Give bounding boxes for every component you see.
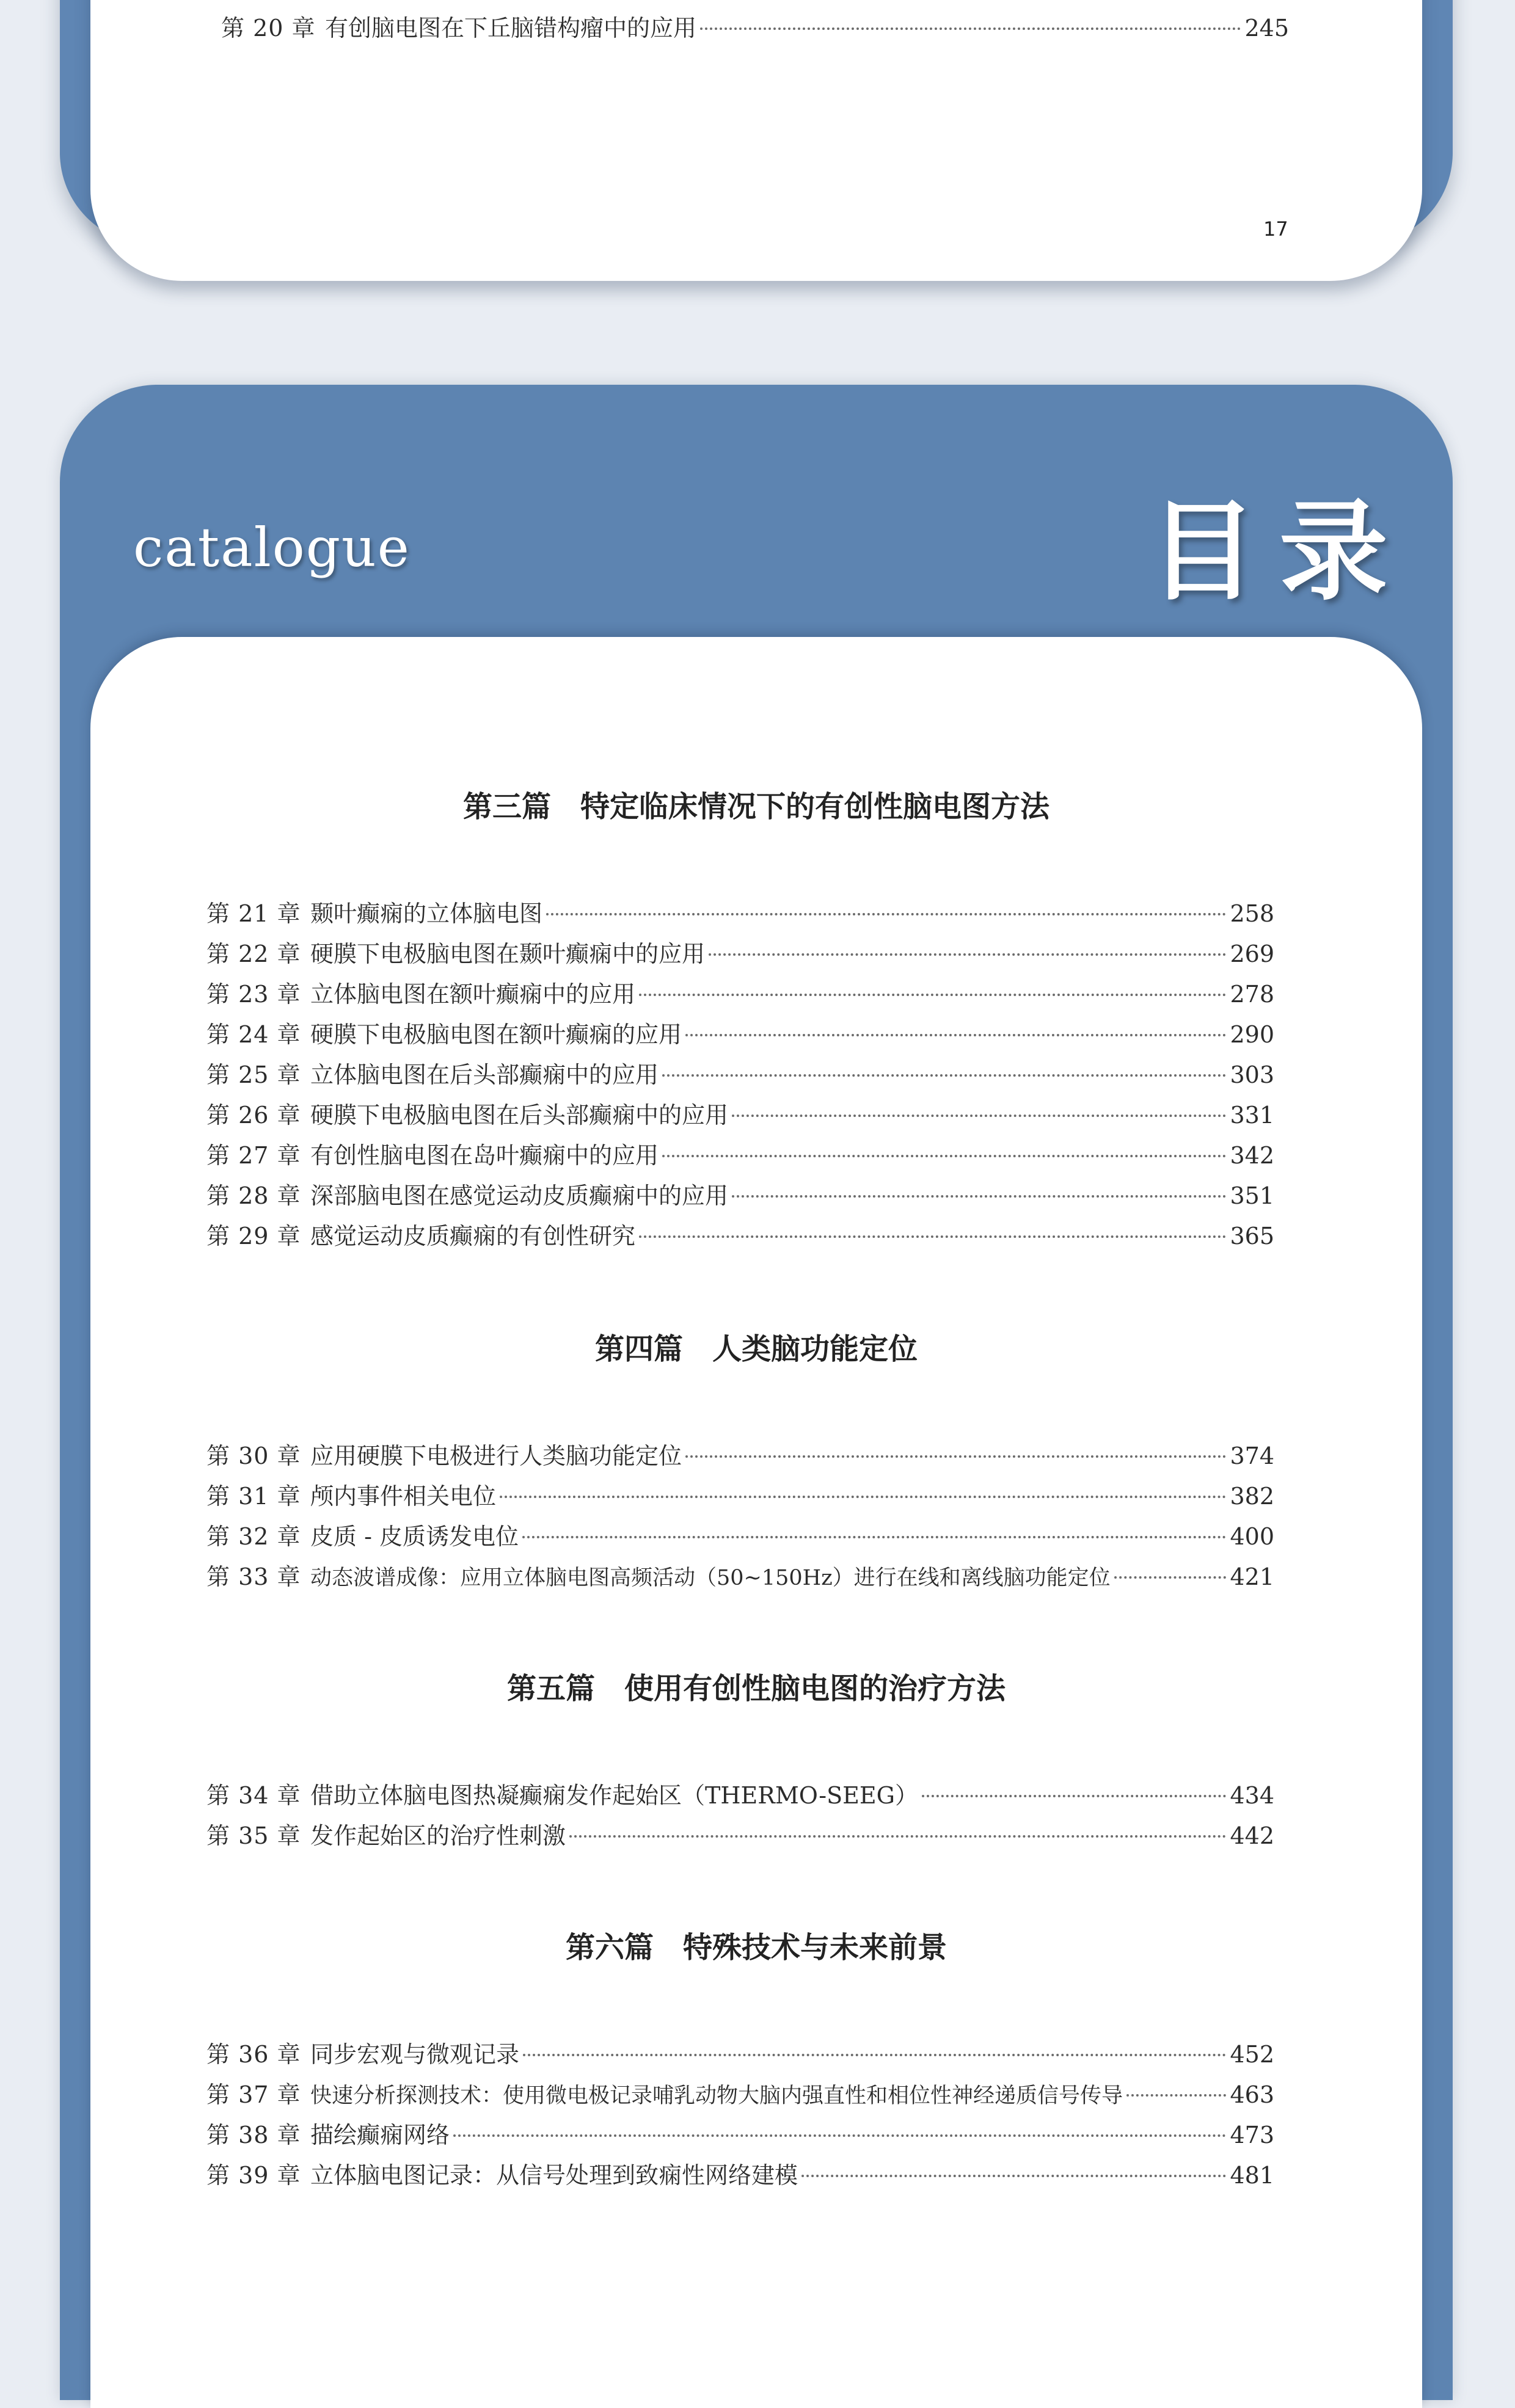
page-number: 473 <box>1230 2122 1274 2148</box>
chapter-title: 深部脑电图在感觉运动皮质癫痫中的应用 <box>310 1182 729 1209</box>
chapter-title: 快速分析探测技术：使用微电极记录哺乳动物大脑内强直性和相位性神经递质信号传导 <box>310 2084 1123 2108</box>
dot-leader <box>1114 1576 1227 1579</box>
toc-row <box>206 2117 1274 2153</box>
toc-row <box>206 895 1274 932</box>
toc-row <box>206 1777 1274 1814</box>
chapter-title: 立体脑电图在额叶癫痫中的应用 <box>310 981 636 1008</box>
chapter-title: 颞叶癫痫的立体脑电图 <box>310 900 543 927</box>
chapter-number: 第 27 章 <box>206 1142 301 1169</box>
chapter-title: 发作起始区的治疗性刺激 <box>310 1822 566 1849</box>
toc-row <box>206 1057 1274 1093</box>
chapter-number: 第 21 章 <box>206 900 301 927</box>
catalogue-label: catalogue <box>133 516 411 579</box>
dot-leader <box>801 2175 1226 2177</box>
dot-leader <box>546 913 1226 915</box>
chapter-number: 第 24 章 <box>206 1021 301 1048</box>
page-number: 452 <box>1230 2041 1274 2068</box>
chapter-title: 有创性脑电图在岛叶癫痫中的应用 <box>310 1142 659 1169</box>
page-number: 290 <box>1230 1021 1274 1048</box>
page-number: 351 <box>1230 1182 1274 1209</box>
chapter-number: 第 38 章 <box>206 2122 301 2148</box>
toc-row <box>221 10 1289 46</box>
page-number: 342 <box>1230 1142 1274 1169</box>
dot-leader <box>709 953 1226 956</box>
page-number: 481 <box>1230 2162 1274 2189</box>
toc-row <box>206 1817 1274 1854</box>
part-heading: 第六篇 特殊技术与未来前景 <box>565 1930 947 1965</box>
chapter-title: 动态波谱成像：应用立体脑电图高频活动（50~150Hz）进行在线和离线脑功能定位 <box>310 1566 1111 1590</box>
page-number: 442 <box>1230 1822 1274 1849</box>
page-title: 目录 <box>1148 487 1410 615</box>
chapter-title: 同步宏观与微观记录 <box>310 2041 520 2068</box>
dot-leader <box>662 1074 1226 1077</box>
dot-leader <box>500 1496 1226 1498</box>
page-number: 434 <box>1230 1782 1274 1809</box>
chapter-number: 第 23 章 <box>206 981 301 1008</box>
page-number: 400 <box>1230 1523 1274 1550</box>
toc-row <box>206 1016 1274 1053</box>
page-number: 269 <box>1230 940 1274 967</box>
chapter-number: 第 28 章 <box>206 1182 301 1209</box>
dot-leader <box>732 1195 1226 1198</box>
dot-leader <box>732 1115 1226 1117</box>
chapter-title: 感觉运动皮质癫痫的有创性研究 <box>310 1223 636 1249</box>
chapter-title: 硬膜下电极脑电图在后头部癫痫中的应用 <box>310 1102 729 1129</box>
chapter-title: 应用硬膜下电极进行人类脑功能定位 <box>310 1442 682 1469</box>
chapter-number: 第 37 章 <box>206 2081 301 2108</box>
chapter-title: 皮质 - 皮质诱发电位 <box>310 1523 519 1550</box>
chapter-number: 第 34 章 <box>206 1782 301 1809</box>
dot-leader <box>569 1835 1226 1838</box>
dot-leader <box>685 1455 1226 1458</box>
chapter-number: 第 33 章 <box>206 1563 301 1590</box>
toc-row <box>206 1518 1274 1555</box>
chapter-title: 硬膜下电极脑电图在额叶癫痫的应用 <box>310 1021 682 1048</box>
dot-leader <box>639 994 1226 996</box>
toc-row <box>206 1218 1274 1254</box>
page-number: 278 <box>1230 981 1274 1008</box>
page-number: 421 <box>1230 1563 1274 1590</box>
page-number: 303 <box>1230 1061 1274 1088</box>
page-number: 365 <box>1230 1223 1274 1249</box>
page-number: 258 <box>1230 900 1274 927</box>
dot-leader <box>639 1235 1226 1238</box>
dot-leader <box>453 2134 1226 2137</box>
dot-leader <box>922 1795 1226 1797</box>
chapter-title: 描绘癫痫网络 <box>310 2122 450 2148</box>
toc-row <box>206 1137 1274 1174</box>
part-heading: 第四篇 人类脑功能定位 <box>594 1332 918 1366</box>
toc-row <box>206 1478 1274 1515</box>
page-number: 382 <box>1230 1483 1274 1510</box>
page-number: 374 <box>1230 1442 1274 1469</box>
toc-row <box>206 936 1274 972</box>
chapter-title: 颅内事件相关电位 <box>310 1483 497 1510</box>
chapter-number: 第 30 章 <box>206 1442 301 1469</box>
dot-leader <box>522 1536 1226 1538</box>
toc-row <box>206 1097 1274 1133</box>
page-number: 331 <box>1230 1102 1274 1129</box>
part-heading: 第三篇 特定临床情况下的有创性脑电图方法 <box>462 790 1050 824</box>
chapter-number: 第 20 章 <box>221 15 316 42</box>
chapter-number: 第 36 章 <box>206 2041 301 2068</box>
chapter-title: 借助立体脑电图热凝癫痫发作起始区（THERMO-SEEG） <box>310 1782 918 1809</box>
dot-leader <box>662 1155 1226 1157</box>
toc-row <box>206 1438 1274 1474</box>
chapter-number: 第 35 章 <box>206 1822 301 1849</box>
chapter-title: 有创脑电图在下丘脑错构瘤中的应用 <box>325 15 697 42</box>
toc-row <box>206 2157 1274 2194</box>
dot-leader <box>685 1034 1226 1036</box>
dot-leader <box>700 27 1241 30</box>
part-heading: 第五篇 使用有创性脑电图的治疗方法 <box>506 1671 1006 1706</box>
page-number: 245 <box>1244 15 1289 42</box>
toc-row <box>206 2076 1274 2113</box>
dot-leader <box>1126 2094 1226 2097</box>
chapter-number: 第 29 章 <box>206 1223 301 1249</box>
chapter-number: 第 25 章 <box>206 1061 301 1088</box>
chapter-title: 立体脑电图在后头部癫痫中的应用 <box>310 1061 659 1088</box>
chapter-number: 第 31 章 <box>206 1483 301 1510</box>
toc-row <box>206 2036 1274 2073</box>
chapter-number: 第 22 章 <box>206 940 301 967</box>
toc-row <box>206 1559 1274 1595</box>
dot-leader <box>523 2054 1226 2056</box>
chapter-number: 第 32 章 <box>206 1523 301 1550</box>
toc-row <box>206 976 1274 1013</box>
chapter-title: 立体脑电图记录：从信号处理到致痫性网络建模 <box>310 2162 798 2189</box>
toc-row <box>206 1177 1274 1214</box>
chapter-title: 硬膜下电极脑电图在颞叶癫痫中的应用 <box>310 940 706 967</box>
page-number: 463 <box>1230 2081 1274 2108</box>
chapter-number: 第 26 章 <box>206 1102 301 1129</box>
chapter-number: 第 39 章 <box>206 2162 301 2189</box>
folio: 17 <box>1263 217 1288 241</box>
